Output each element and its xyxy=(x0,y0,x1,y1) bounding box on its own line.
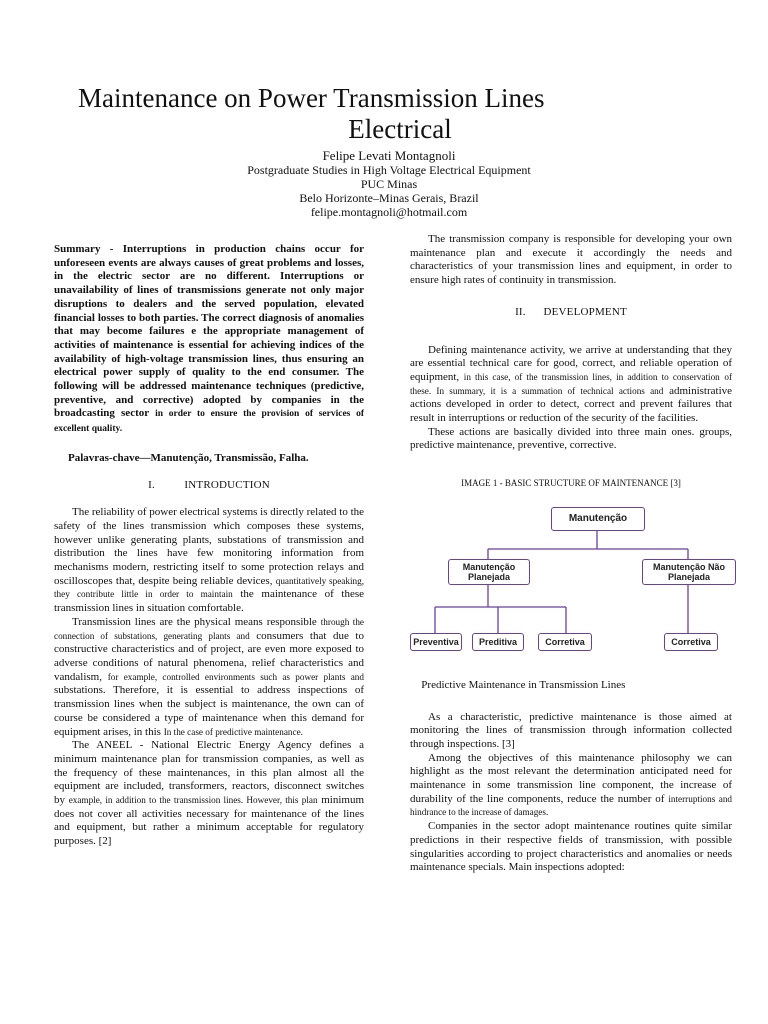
section-heading-development: II. DEVELOPMENT xyxy=(515,305,627,318)
author-block xyxy=(0,148,768,219)
diagram-node-root: Manutenção xyxy=(551,507,645,531)
diagram-node-preventive: Preventiva xyxy=(410,633,462,651)
diagram-node-unplanned: Manutenção Não Planejada xyxy=(642,559,736,585)
subsection-heading-predictive:   Predictive Maintenance in Transmission Lines xyxy=(410,678,626,691)
paper-title-line1: Maintenance on Power Transmission Lines xyxy=(78,83,545,113)
predictive-paragraph-3: Companies in the sector adopt maintenance routines quite similar predictions in their respective fields of transmission, with possible singularities according to project characteristics and anomalies or needs maintenance specials. Main inspections adopted: xyxy=(410,820,733,874)
predictive-paragraph-1: As a characteristic, predictive maintenance is those aimed at monitoring the lines of transmission through information collected through inspections. [3] xyxy=(410,710,733,750)
keywords: Palavras-chave—Manutenção, Transmissão, Falha. xyxy=(68,451,309,464)
author-email: felipe.montagnoli@hotmail.com xyxy=(310,205,468,219)
intro-paragraph-1: The reliability of power electrical systems is directly related to the safety of the lines transmission which composes these systems, however unlike generating plants, substations of transmission and distribution the lines have few monitoring information from mechanisms modern, restricting itself to some protection relays and oscilloscopes that, despite being reliable devices, quantitatively speaking, they contribute little in order to maintain the maintenance of these transmission lines in situation comfortable. xyxy=(54,506,365,615)
author-affiliation: Postgraduate Studies in High Voltage Electrical Equipment xyxy=(247,163,531,177)
maintenance-structure-diagram xyxy=(413,497,740,657)
right-column xyxy=(410,233,732,875)
diagram-node-planned: Manutenção Planejada xyxy=(448,559,530,585)
right-paragraph-1: The transmission company is responsible for developing your own maintenance plan and execute it accordingly the needs and characteristics of your transmission lines and equipment, in order to ensure high rates of continuity in transmission. xyxy=(410,233,733,287)
author-location: Belo Horizonte–Minas Gerais, Brazil xyxy=(299,191,479,205)
diagram-node-corrective-unplanned: Corretiva xyxy=(664,633,718,651)
section-heading-introduction: I. INTRODUCTION xyxy=(148,478,270,491)
paper-title-line2: Electrical xyxy=(348,114,452,144)
figure-caption: IMAGE 1 - BASIC STRUCTURE OF MAINTENANCE [3] xyxy=(461,478,681,489)
summary-paragraph: Summary - Interruptions in production chains occur for unforeseen events are always causes of great problems and losses, in the electric sector are no different. Interruptions or unavailability of lines of transmissions generate not only major disruptions to dealers and the served population, elevated financial losses to both parties. The correct diagnosis of anomalies that may become failures e the appropriate management of activities of maintenance is essential for achieving indices of the availability of high-voltage transmission lines, thus ensuring an electrical power supply of quality to the end consumer. The following will be addressed maintenance techniques (predictive, preventive, and corrective) adopted by companies in the broadcasting sector in order to ensure the provision of services of excellent quality. xyxy=(54,243,365,435)
development-paragraph-1: Defining maintenance activity, we arrive at understanding that they are essential technical care for good, correct, and reliable operation of equipment, in this case, of the transmission lines, in addition to conservation of these. In summary, it is a summation of technical actions and administrative actions developed in order to detect, correct and prevent failures that result in interruptions or reduction of the security of the facilities. xyxy=(410,343,733,425)
author-name: Felipe Levati Montagnoli xyxy=(322,148,456,163)
intro-paragraph-3: The ANEEL - National Electric Energy Agency defines a minimum maintenance plan for transmission companies, as well as the frequency of these maintenances, in this plan almost all the equipment are included, transformers, reactors, disconnect switches by example, in addition to the transmission lines. However, this plan minimum does not cover all activities necessary for maintenance of the lines and equipment, but rather a minimum acceptable for regulatory purposes. [2] xyxy=(54,739,365,848)
diagram-node-predictive: Preditiva xyxy=(472,633,524,651)
left-column xyxy=(54,243,364,849)
predictive-paragraph-2: Among the objectives of this maintenance philosophy we can highlight as the most relevant the determination anticipated need for maintenance in some transmission line component, the increase of durability of the line components, reduce the number of interruptions and hindrance to the increase of damages. xyxy=(410,751,733,818)
author-institution: PUC Minas xyxy=(360,177,418,191)
development-paragraph-2: These actions are basically divided into three main ones. groups, predictive maintenance, preventive, corrective. xyxy=(410,425,733,452)
intro-paragraph-2: Transmission lines are the physical means responsible through the connection of substations, generating plants and consumers that due to constructive characteristics and of project, are even more exposed to adverse conditions of natural phenomena, relief characteristics and vandalism, for example, controlled environments such as power plants and substations. Therefore, it is essential to address inspections of transmission lines when the subject is maintenance, the own can of course be considered a type of maintenance when this demand for equipment arises, in this In the case of predictive maintenance. xyxy=(54,615,365,738)
diagram-node-corrective-planned: Corretiva xyxy=(538,633,592,651)
